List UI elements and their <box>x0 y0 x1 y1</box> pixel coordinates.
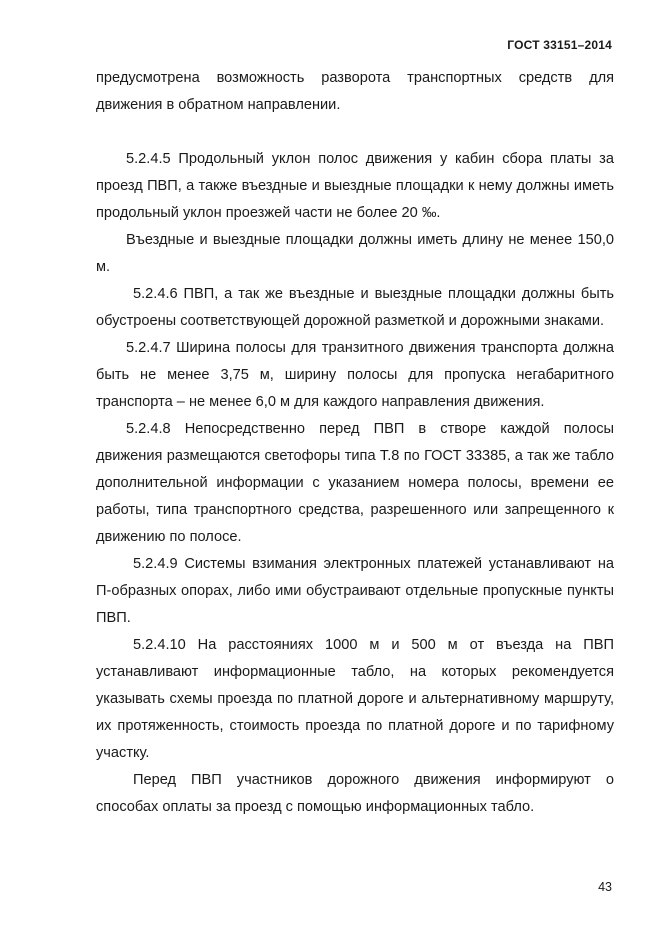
standard-header: ГОСТ 33151–2014 <box>507 38 612 52</box>
paragraph-payment-info: Перед ПВП участников дорожного движения информируют о способах оплаты за проезд с помощью информационных табло. <box>96 772 614 815</box>
paragraph-5-2-4-5: 5.2.4.5 Продольный уклон полос движения у кабин сбора платы за проезд ПВП, а также въездные и выездные площадки к нему должны иметь продольный уклон проезжей части не более 20 ‰. <box>96 151 614 221</box>
page-number: 43 <box>598 880 612 894</box>
paragraph-5-2-4-8: 5.2.4.8 Непосредственно перед ПВП в створе каждой полосы движения размещаются светофоры типа Т.8 по ГОСТ 33385, а так же табло дополнительной информации с указанием номера полосы, времени ее работы, типа транспортного средства, разрешенного или запрещенного к движению по полосе. <box>96 421 614 545</box>
paragraph-continuation: предусмотрена возможность разворота транспортных средств для движения в обратном направлении. <box>96 70 614 113</box>
document-body <box>96 65 614 821</box>
paragraph-5-2-4-10: 5.2.4.10 На расстояниях 1000 м и 500 м от въезда на ПВП устанавливают информационные табло, на которых рекомендуется указывать схемы проезда по платной дороге и альтернативному маршруту, их протяженность, стоимость проезда по платной дороге и по тарифному участку. <box>96 637 614 761</box>
paragraph-5-2-4-9: 5.2.4.9 Системы взимания электронных платежей устанавливают на П-образных опорах, либо ими обустраивают отдельные пропускные пункты ПВП. <box>96 556 614 626</box>
paragraph-5-2-4-7: 5.2.4.7 Ширина полосы для транзитного движения транспорта должна быть не менее 3,75 м, ширину полосы для пропуска негабаритного транспорта – не менее 6,0 м для каждого направления движения. <box>96 340 614 410</box>
paragraph-entry-exit-length: Въездные и выездные площадки должны иметь длину не менее 150,0 м. <box>96 232 614 275</box>
paragraph-5-2-4-6: 5.2.4.6 ПВП, а так же въездные и выездные площадки должны быть обустроены соответствующей дорожной разметкой и дорожными знаками. <box>96 286 614 329</box>
